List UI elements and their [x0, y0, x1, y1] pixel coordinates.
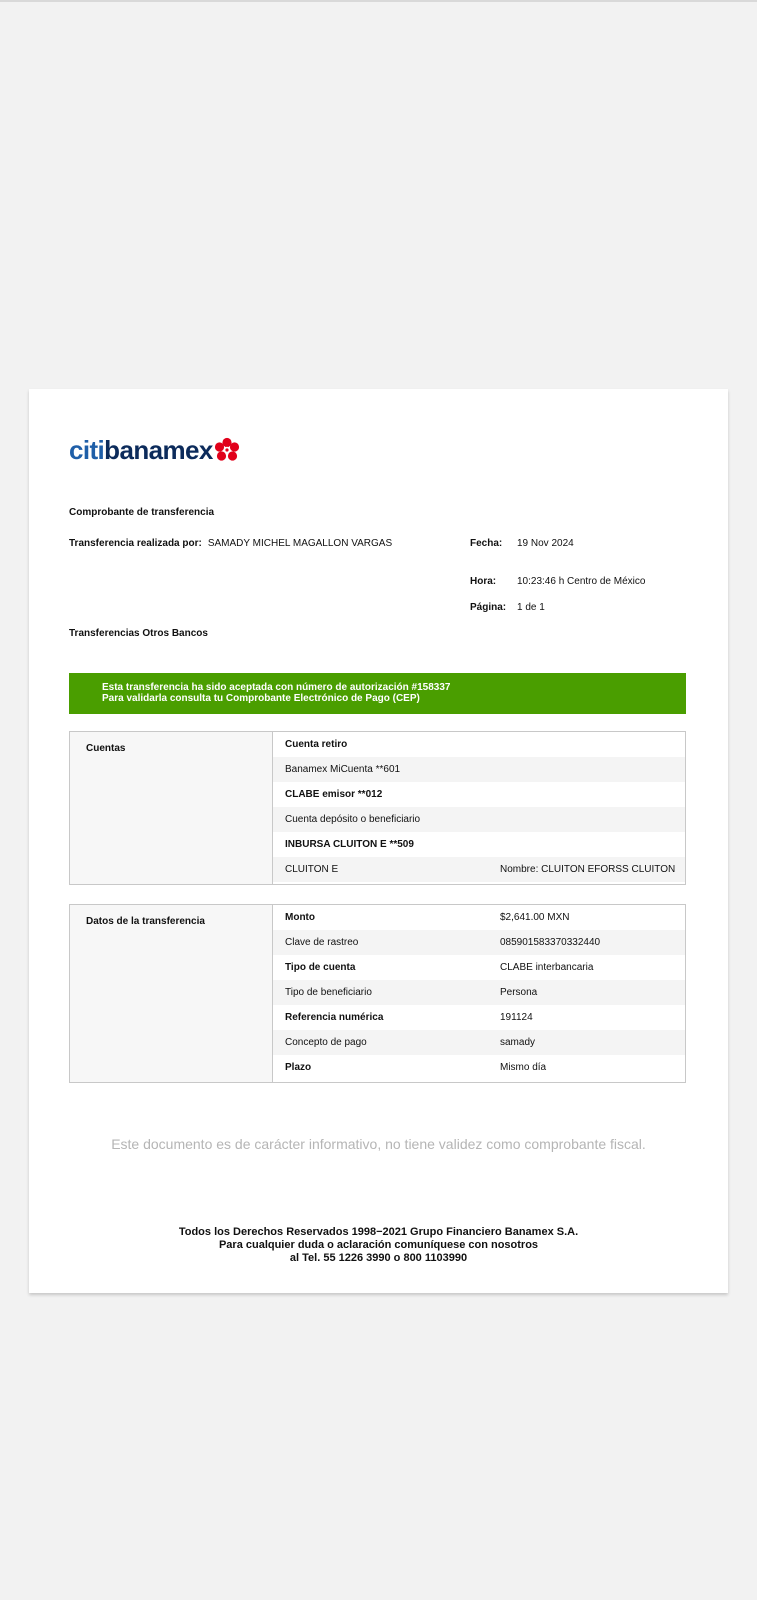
page-label: Página:	[470, 602, 507, 613]
accounts-table	[69, 731, 686, 885]
table-row	[273, 905, 685, 930]
table-row	[273, 782, 685, 807]
transfer-details-title: Datos de la transferencia	[70, 905, 273, 1082]
section-title: Transferencias Otros Bancos	[69, 628, 208, 639]
transfer-details-table	[69, 904, 686, 1083]
logo-wordmark: citibanamex	[69, 435, 213, 465]
row-label: Banamex MiCuenta **601	[285, 764, 401, 775]
row-label: CLABE emisor **012	[285, 789, 383, 800]
row-value: $2,641.00 MXN	[500, 912, 570, 923]
disclaimer-text: Este documento es de carácter informativo, no tiene validez como comprobante fiscal.	[111, 1136, 646, 1152]
row-label: Referencia numérica	[285, 1012, 384, 1023]
row-label: Clave de rastreo	[285, 937, 359, 948]
document-title: Comprobante de transferencia	[69, 507, 215, 518]
banner-line-1: Esta transferencia ha sido aceptada con número de autorización #158337	[102, 682, 451, 693]
page-row	[470, 602, 545, 613]
table-row	[273, 807, 685, 832]
row-value: Persona	[500, 987, 538, 998]
row-label: Concepto de pago	[285, 1037, 367, 1048]
table-row	[273, 955, 685, 980]
footer-line-3: al Tel. 55 1226 3990 o 800 1103990	[289, 1252, 468, 1264]
table-row	[273, 732, 685, 757]
row-label: INBURSA CLUITON E **509	[285, 839, 414, 850]
citibanamex-logo	[69, 433, 240, 467]
table-row	[273, 930, 685, 955]
time-value: 10:23:46 h Centro de México	[517, 576, 646, 587]
table-row	[273, 1055, 685, 1080]
table-row	[273, 980, 685, 1005]
transfer-details-rows	[273, 905, 685, 1082]
date-label: Fecha:	[470, 538, 503, 549]
footer	[29, 1226, 728, 1265]
table-row	[273, 757, 685, 782]
row-value: Mismo día	[500, 1062, 547, 1073]
date-value: 19 Nov 2024	[517, 538, 574, 549]
time-label: Hora:	[470, 576, 497, 587]
footer-line-1: Todos los Derechos Reservados 1998−2021 Grupo Financiero Banamex S.A.	[178, 1226, 579, 1238]
row-value: 085901583370332440	[500, 937, 601, 948]
row-value: Nombre: CLUITON EFORSS CLUITON	[500, 864, 676, 875]
row-label: Tipo de beneficiario	[285, 987, 372, 998]
banner-line-2: Para validarla consulta tu Comprobante Electrónico de Pago (CEP)	[102, 693, 420, 704]
table-row	[273, 857, 685, 882]
accounts-table-rows	[273, 732, 685, 884]
row-label: Monto	[285, 912, 315, 923]
status-banner	[69, 673, 686, 714]
row-label: Cuenta retiro	[285, 739, 348, 750]
made-by-label: Transferencia realizada por:	[69, 538, 202, 549]
time-row	[470, 576, 645, 587]
table-row	[273, 1030, 685, 1055]
made-by-row	[69, 538, 392, 549]
flower-logo-icon	[214, 437, 240, 463]
row-label: Cuenta depósito o beneficiario	[285, 814, 421, 825]
footer-line-2: Para cualquier duda o aclaración comuníquese con nosotros	[218, 1239, 539, 1251]
transfer-receipt	[29, 389, 728, 1293]
table-row	[273, 832, 685, 857]
row-label: CLUITON E	[285, 864, 339, 875]
table-row	[273, 1005, 685, 1030]
row-value: samady	[500, 1037, 536, 1048]
date-row	[470, 538, 574, 549]
accounts-table-title: Cuentas	[70, 732, 273, 884]
row-value: CLABE interbancaria	[500, 962, 594, 973]
page-value: 1 de 1	[517, 602, 545, 613]
made-by-value: SAMADY MICHEL MAGALLON VARGAS	[207, 538, 393, 549]
row-label: Plazo	[285, 1062, 312, 1073]
row-value: 191124	[500, 1012, 533, 1023]
top-divider	[0, 0, 757, 2]
row-label: Tipo de cuenta	[285, 962, 356, 973]
